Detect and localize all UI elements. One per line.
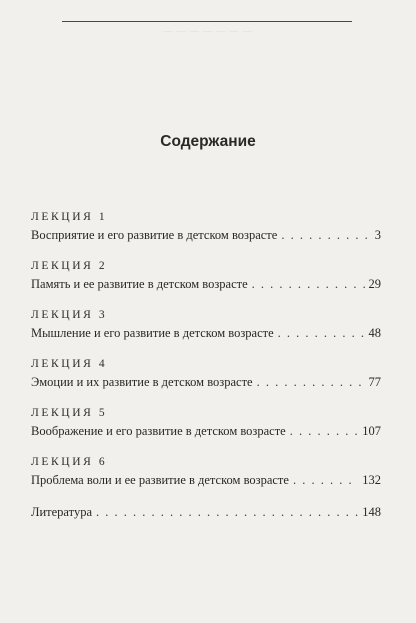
toc-line[interactable] bbox=[31, 324, 381, 342]
page-number: 3 bbox=[374, 228, 381, 242]
lecture-label: ЛЕКЦИЯ 1 bbox=[31, 211, 108, 223]
toc-line[interactable] bbox=[31, 422, 381, 440]
chapter-title: Проблема воли и ее развитие в детском возрасте bbox=[31, 473, 289, 487]
chapter-title: Эмоции и их развитие в детском возрасте bbox=[31, 375, 253, 389]
page-number: 77 bbox=[368, 375, 381, 389]
page-number: 48 bbox=[368, 326, 381, 340]
toc-entry-lecture-5 bbox=[31, 405, 381, 454]
toc-entry-lecture-6 bbox=[31, 454, 381, 503]
toc-entry-lecture-1 bbox=[31, 209, 381, 258]
chapter-title: Воображение и его развитие в детском возрасте bbox=[31, 424, 286, 438]
literature-title: Литература bbox=[31, 505, 92, 519]
dot-leader bbox=[286, 422, 359, 440]
chapter-title: Память и ее развитие в детском возрасте bbox=[31, 277, 248, 291]
lecture-label: ЛЕКЦИЯ 6 bbox=[31, 456, 108, 468]
toc-entry-literature[interactable] bbox=[31, 503, 381, 521]
lecture-label: ЛЕКЦИЯ 4 bbox=[31, 358, 108, 370]
toc-line[interactable] bbox=[31, 373, 381, 391]
toc-line[interactable] bbox=[31, 275, 381, 293]
dot-leader bbox=[253, 373, 365, 391]
dot-leader bbox=[92, 503, 358, 521]
chapter-title: Восприятие и его развитие в детском возрасте bbox=[31, 228, 278, 242]
toc-line[interactable] bbox=[31, 226, 381, 244]
toc-entry-lecture-4 bbox=[31, 356, 381, 405]
dot-leader bbox=[289, 471, 358, 489]
toc-entry-lecture-3 bbox=[31, 307, 381, 356]
dot-leader bbox=[248, 275, 365, 293]
page-number: 107 bbox=[362, 424, 381, 438]
dot-leader bbox=[274, 324, 365, 342]
header-rule bbox=[62, 21, 352, 22]
lecture-label: ЛЕКЦИЯ 3 bbox=[31, 309, 108, 321]
bleed-through-text: — — — — — — — bbox=[163, 26, 253, 36]
page-title: Содержание bbox=[160, 133, 256, 150]
toc-line[interactable] bbox=[31, 471, 381, 489]
page-number: 132 bbox=[362, 473, 381, 487]
chapter-title: Мышление и его развитие в детском возрасте bbox=[31, 326, 274, 340]
toc-entry-lecture-2 bbox=[31, 258, 381, 307]
page-number: 148 bbox=[362, 505, 381, 519]
page-number: 29 bbox=[368, 277, 381, 291]
lecture-label: ЛЕКЦИЯ 2 bbox=[31, 260, 108, 272]
dot-leader bbox=[277, 226, 370, 244]
lecture-label: ЛЕКЦИЯ 5 bbox=[31, 407, 108, 419]
table-of-contents bbox=[31, 209, 381, 521]
